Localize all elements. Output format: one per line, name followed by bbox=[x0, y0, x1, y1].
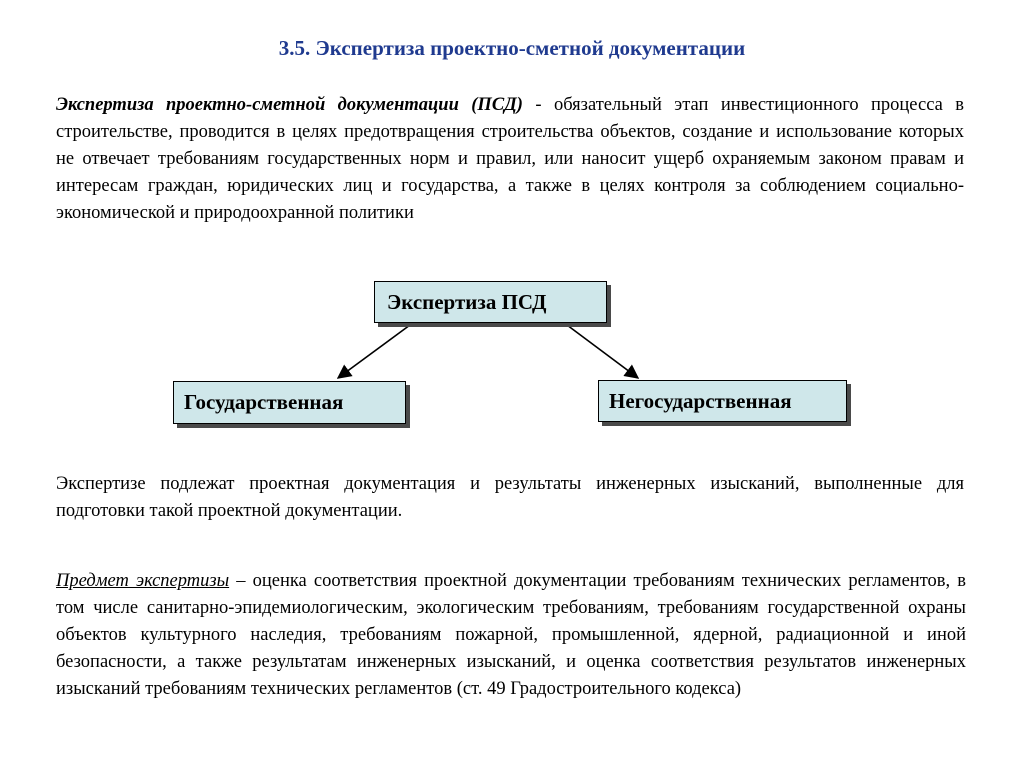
arrow-left bbox=[338, 325, 410, 378]
diagram-root-box bbox=[374, 281, 607, 323]
slide-title: 3.5. Экспертиза проектно-сметной документации bbox=[278, 36, 746, 60]
intro-paragraph bbox=[56, 92, 964, 227]
scope-text: – оценка соответствия проектной документации требованиям технических регламентов, в том числе санитарно-эпидемиологическим, экологическим требованиям, требованиям государственной охраны объектов культурного наследия, требованиям пожарной, промышленной, ядерной, радиационной и иной безопасности, а также результатам инженерных изысканий, и оценка соответствия результатов инженерных изысканий требованиям технических регламентов (ст. 49 Градостроительного кодекса) bbox=[56, 571, 966, 699]
arrow-right bbox=[567, 325, 638, 378]
diagram-right-label: Негосударственная bbox=[609, 388, 792, 413]
scope-term: Предмет экспертизы bbox=[56, 571, 230, 591]
scope-paragraph bbox=[56, 568, 966, 703]
intro-text: - обязательный этап инвестиционного процесса в строительстве, проводится в целях предотвращения строительства объектов, создание и использование которых не отвечает требованиям государственных норм и правил, или наносит ущерб охраняемым законом правам и интересам граждан, юридических лиц и государства, а также в целях контроля за соблюдением социально-экономической и природоохранной политики bbox=[56, 95, 964, 223]
subject-paragraph: Экспертизе подлежат проектная документация и результаты инженерных изысканий, выполненные для подготовки такой проектной документации. bbox=[56, 474, 964, 521]
diagram-root-label: Экспертиза ПСД bbox=[387, 289, 547, 314]
diagram-left-box bbox=[173, 381, 406, 424]
diagram-left-label: Государственная bbox=[184, 390, 344, 414]
diagram-right-box bbox=[598, 380, 847, 422]
intro-term: Экспертиза проектно-сметной документации (ПСД) bbox=[56, 95, 523, 115]
